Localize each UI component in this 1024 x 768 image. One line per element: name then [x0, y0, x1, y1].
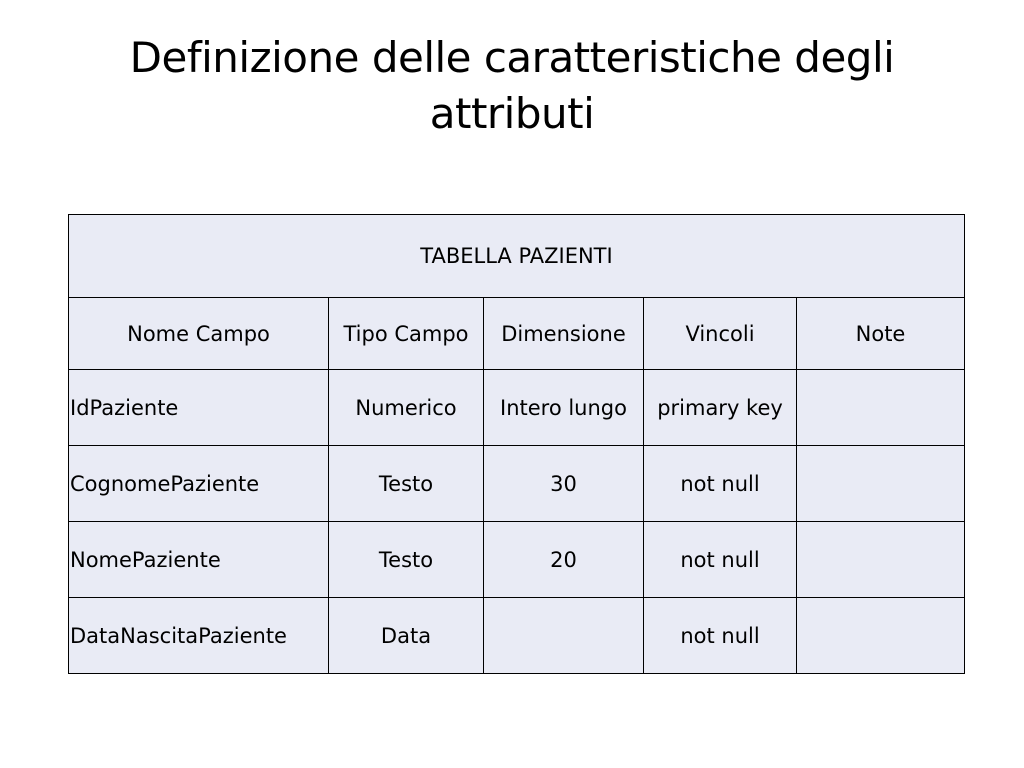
cell-note — [797, 522, 965, 598]
table-row — [69, 370, 965, 446]
cell-tipo-campo: Testo — [329, 522, 484, 598]
cell-tipo-campo: Data — [329, 598, 484, 674]
table-header-row — [69, 298, 965, 370]
table-caption-row — [69, 215, 965, 298]
column-header-note: Note — [797, 298, 965, 370]
cell-nome-campo: CognomePaziente — [69, 446, 329, 522]
table-row — [69, 598, 965, 674]
cell-tipo-campo: Testo — [329, 446, 484, 522]
slide-title: Definizione delle caratteristiche degli attributi — [129, 33, 895, 138]
cell-nome-campo: DataNascitaPaziente — [69, 598, 329, 674]
cell-dimensione: Intero lungo — [484, 370, 644, 446]
cell-dimensione: 30 — [484, 446, 644, 522]
cell-dimensione — [484, 598, 644, 674]
cell-dimensione: 20 — [484, 522, 644, 598]
patients-table — [68, 214, 965, 674]
cell-vincoli: not null — [644, 446, 797, 522]
cell-vincoli: primary key — [644, 370, 797, 446]
cell-nome-campo: IdPaziente — [69, 370, 329, 446]
table-caption: TABELLA PAZIENTI — [69, 215, 965, 298]
column-header-nome-campo: Nome Campo — [69, 298, 329, 370]
cell-tipo-campo: Numerico — [329, 370, 484, 446]
cell-note — [797, 446, 965, 522]
column-header-vincoli: Vincoli — [644, 298, 797, 370]
column-header-tipo-campo: Tipo Campo — [329, 298, 484, 370]
cell-vincoli: not null — [644, 598, 797, 674]
table-row — [69, 522, 965, 598]
cell-nome-campo: NomePaziente — [69, 522, 329, 598]
cell-note — [797, 370, 965, 446]
cell-vincoli: not null — [644, 522, 797, 598]
table-row — [69, 446, 965, 522]
cell-note — [797, 598, 965, 674]
column-header-dimensione: Dimensione — [484, 298, 644, 370]
table-container — [68, 214, 965, 674]
